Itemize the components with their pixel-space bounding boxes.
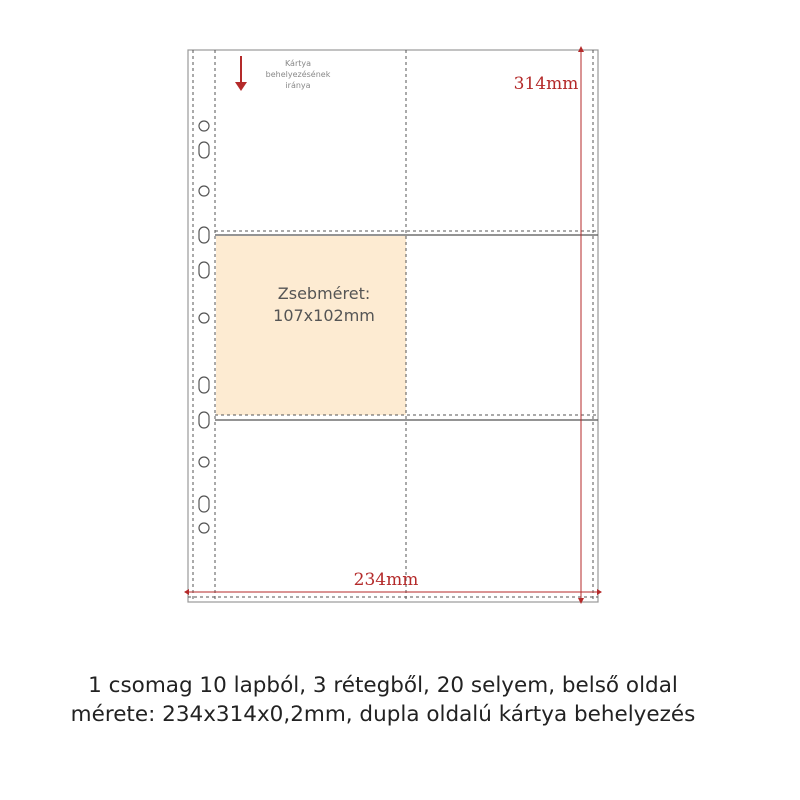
insert-label-line3: iránya — [285, 81, 311, 90]
height-dimension-label: 314mm — [513, 74, 579, 94]
caption-line2: mérete: 234x314x0,2mm, dupla oldalú kártya behelyezés — [70, 702, 696, 727]
caption-line1: 1 csomag 10 lapból, 3 rétegből, 20 selyem, belső oldal — [88, 673, 678, 698]
width-dimension-label: 234mm — [353, 570, 419, 590]
highlighted-pocket — [216, 236, 406, 415]
product-caption — [0, 671, 766, 729]
pocket-label-line2: 107x102mm — [273, 306, 375, 325]
pocket-label-line1: Zsebméret: — [277, 284, 371, 303]
insert-label-line2: behelyezésének — [265, 70, 331, 79]
insert-label-line1: Kártya — [284, 59, 312, 68]
